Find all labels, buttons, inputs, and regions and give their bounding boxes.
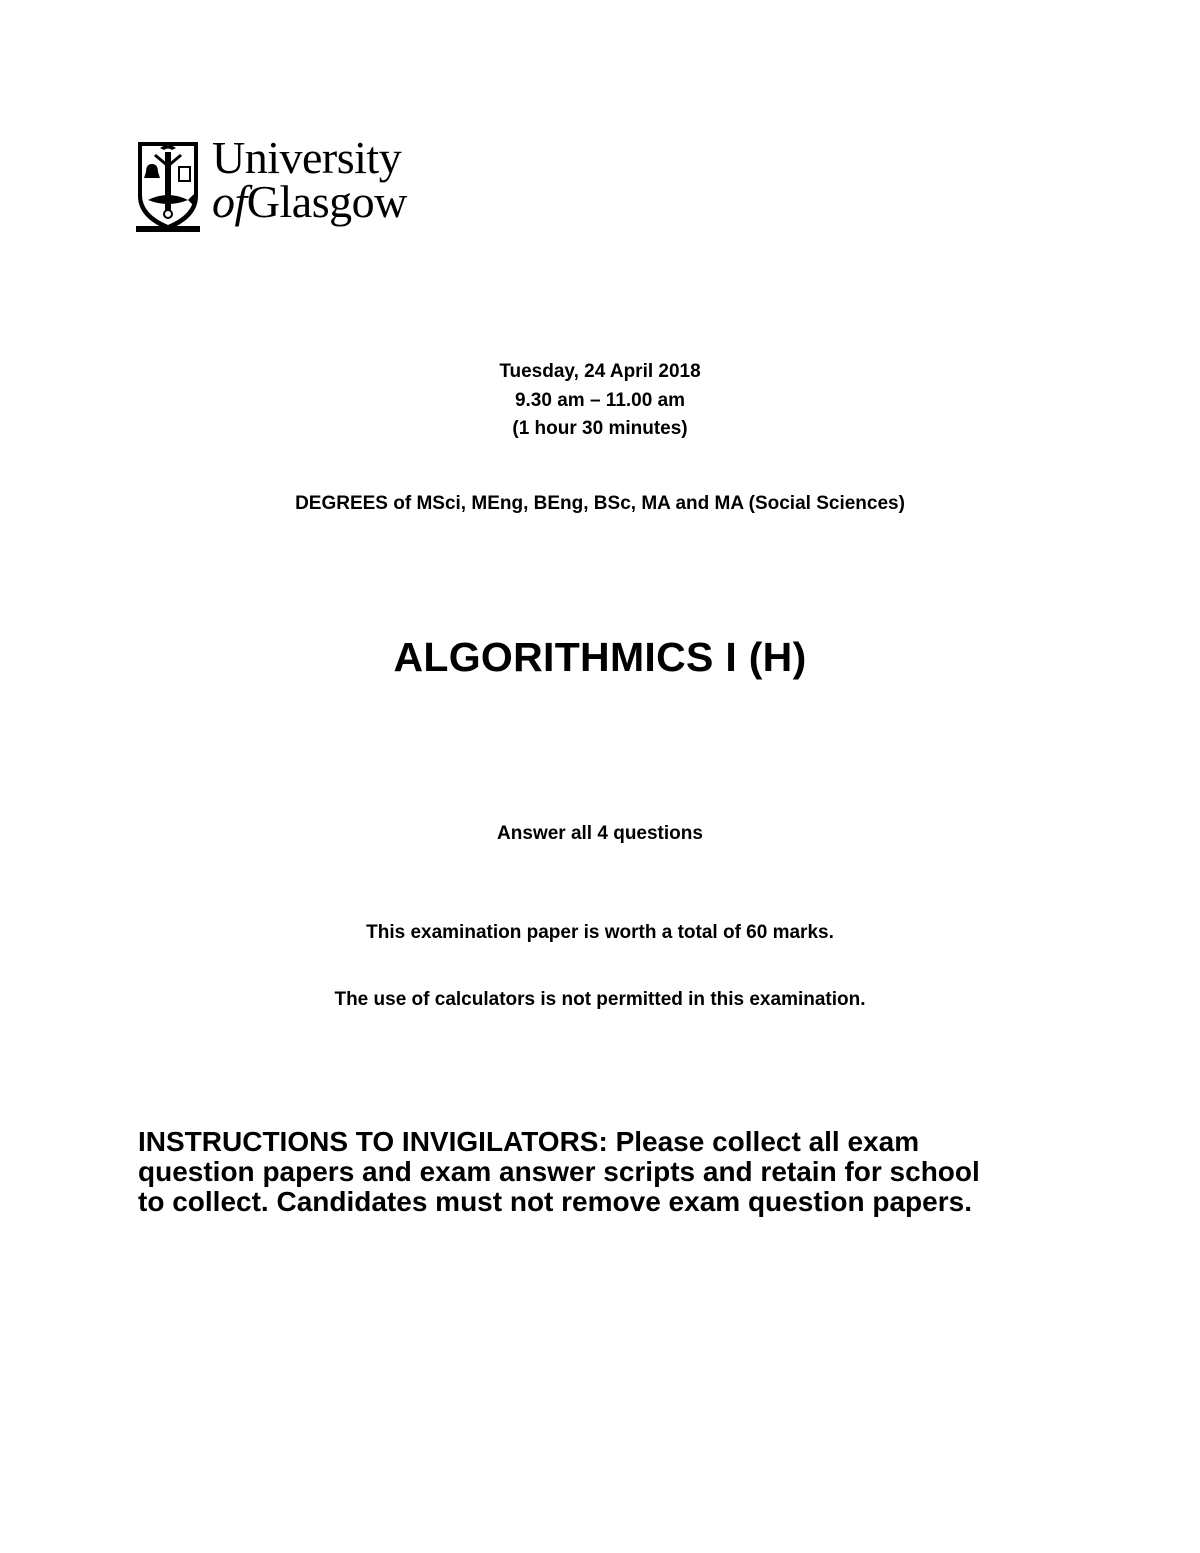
university-wordmark xyxy=(212,132,407,227)
exam-duration: (1 hour 30 minutes) xyxy=(512,418,688,439)
exam-schedule xyxy=(0,358,1200,444)
wordmark-line-of-glasgow xyxy=(212,176,407,227)
exam-time: 9.30 am – 11.00 am xyxy=(514,389,686,411)
answer-instruction: Answer all 4 questions xyxy=(497,823,703,844)
exam-date: Tuesday, 24 April 2018 xyxy=(499,361,701,382)
invigilator-instructions-line: question papers and exam answer scripts and retain for school xyxy=(138,1156,980,1187)
course-title: ALGORITHMICS I (H) xyxy=(393,634,807,680)
university-logo xyxy=(136,132,456,238)
marks-note: This examination paper is worth a total of 60 marks. xyxy=(366,922,834,943)
university-crest-icon xyxy=(136,138,200,234)
degrees-line: DEGREES of MSci, MEng, BEng, BSc, MA and MA (Social Sciences) xyxy=(295,493,905,514)
wordmark-of: of xyxy=(212,176,247,227)
wordmark-line-university: University xyxy=(212,132,402,183)
invigilator-instructions xyxy=(138,1127,1068,1217)
calculator-note: The use of calculators is not permitted in this examination. xyxy=(334,989,866,1010)
invigilator-instructions-line: INSTRUCTIONS TO INVIGILATORS: Please collect all exam xyxy=(138,1126,920,1157)
invigilator-instructions-line: to collect. Candidates must not remove exam question papers. xyxy=(138,1186,972,1217)
wordmark-glasgow: Glasgow xyxy=(246,176,407,227)
